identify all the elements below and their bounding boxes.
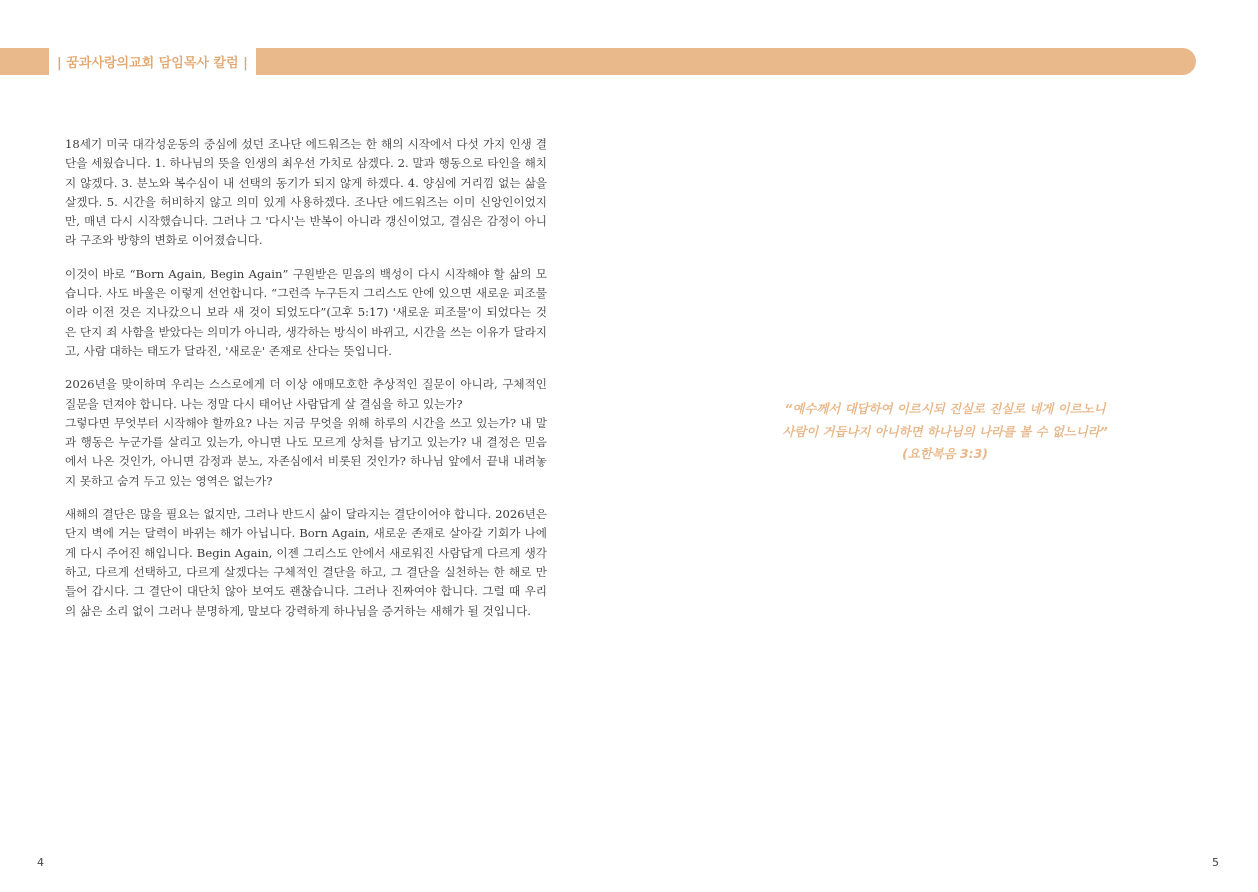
article-body — [65, 135, 547, 635]
scripture-quote — [745, 398, 1145, 466]
quote-line-2: 사람이 거듭나지 아니하면 하나님의 나라를 볼 수 없느니라” — [782, 423, 1108, 439]
article-paragraph-2: 이것이 바로 “Born Again, Begin Again” 구원받은 믿음의 백성이 다시 시작해야 할 삶의 모습니다. 사도 바울은 이렇게 선언합니다. “그런즉 누구든지 그리스도 안에 있으면 새로운 피조물이라 이전 것은 지나갔으니 보라 새 것이 되었도다”(고후 5:17) '새로운 피조물'이 되었다는 것은 단지 죄 사함을 받았다는 의미가 아니라, 생각하는 방식이 바뀌고, 시간을 쓰는 이유가 달라지고, 사람 대하는 태도가 달라진, '새로운' 존재로 산다는 뜻입니다. — [65, 266, 547, 358]
article-paragraph-4: 새해의 결단은 많을 필요는 없지만, 그러나 반드시 삶이 달라지는 결단이어야 합니다. 2026년은 단지 벽에 거는 달력이 바뀌는 해가 아닙니다. Born Again, 새로운 존재로 살아갈 기회가 나에게 다시 주어진 해입니다. Begin Again, 이젠 그리스도 안에서 새로워진 사람답게 다르게 생각하고, 다르게 선택하고, 다르게 살겠다는 구체적인 결단을 하고, 그 결단을 실천하는 한 해로 만들어 갑시다. 그 결단이 대단치 않아 보여도 괜찮습니다. 그러나 진짜여야 합니다. 그럴 때 우리의 삶은 소리 없이 그러나 분명하게, 말보다 강력하게 하나님을 증거하는 새해가 될 것입니다. — [65, 507, 547, 618]
quote-line-1: “예수께서 대답하여 이르시되 진실로 진실로 네게 이르노니 — [784, 401, 1106, 416]
article-paragraph-3: 2026년을 맞이하며 우리는 스스로에게 더 이상 애매모호한 추상적인 질문이 아니라, 구체적인 질문을 던져야 합니다. 나는 정말 다시 태어난 사람답게 살 결심을 하고 있는가? 그렇다면 무엇부터 시작해야 할까요? 나는 지금 무엇을 위해 하루의 시간을 쓰고 있는가? 내 말과 행동은 누군가를 살리고 있는가, 아니면 나도 모르게 상처를 남기고 있는가? 내 결정은 믿음에서 나온 것인가, 아니면 감정과 분노, 자존심에서 비롯된 것인가? 하나님 앞에서 끝내 내려놓지 못하고 숨겨 두고 있는 영역은 없는가? — [65, 377, 547, 488]
quote-reference: (요한복음 3:3) — [902, 446, 988, 461]
column-header-label: | 꿈과사랑의교회 담임목사 칼럼 | — [49, 48, 256, 75]
article-paragraph-1: 18세기 미국 대각성운동의 중심에 섰던 조나단 에드워즈는 한 해의 시작에서 다섯 가지 인생 결단을 세웠습니다. 1. 하나님의 뜻을 인생의 최우선 가치로 삼겠다. 2. 말과 행동으로 타인을 해치지 않겠다. 3. 분노와 복수심이 내 선택의 동기가 되지 않게 하겠다. 4. 양심에 거리낌 없는 삶을 살겠다. 5. 시간을 허비하지 않고 의미 있게 사용하겠다. 조나단 에드워즈는 이미 신앙인이었지만, 매년 다시 시작했습니다. 그러나 그 '다시'는 반복이 아니라 갱신이었고, 결심은 감정이 아니라 구조와 방향의 변화로 이어졌습니다. — [65, 137, 547, 248]
page-number-left: 4 — [37, 856, 44, 869]
page-number-right: 5 — [1212, 856, 1219, 869]
